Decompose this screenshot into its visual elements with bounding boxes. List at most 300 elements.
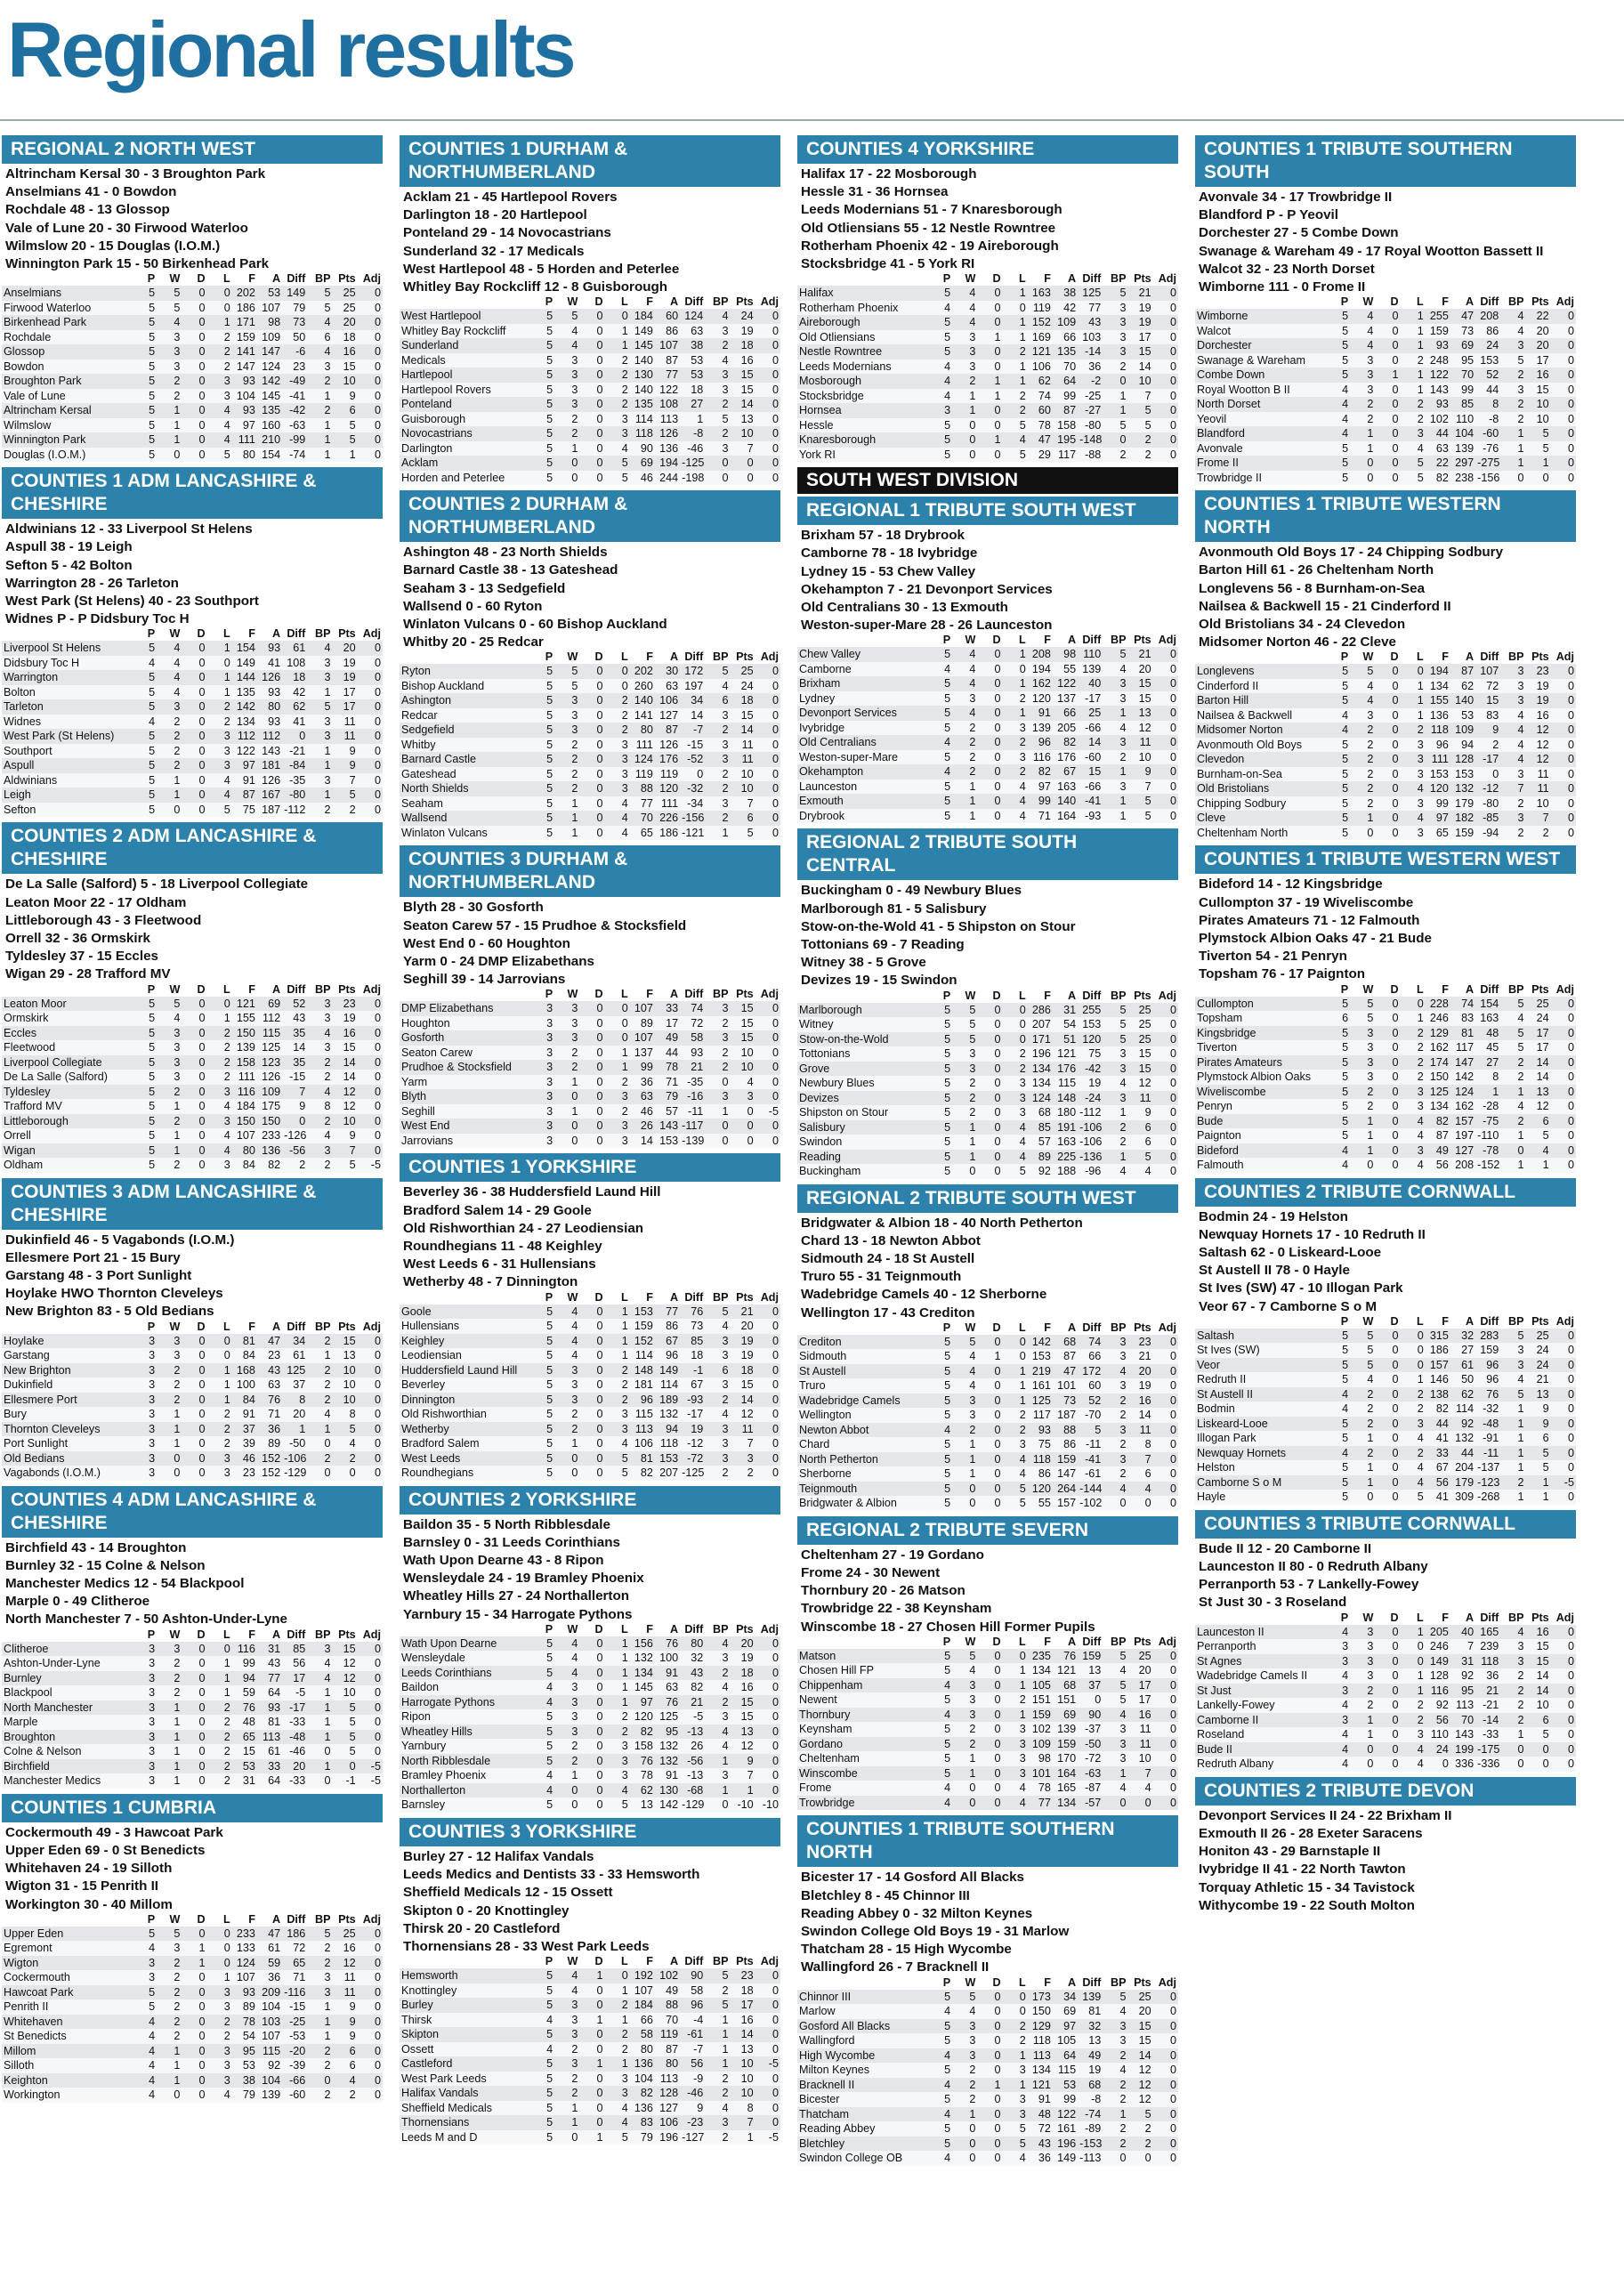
stat-cell: 5	[927, 1076, 952, 1091]
stat-cell: 152	[1028, 315, 1053, 330]
stat-cell: 4	[1003, 794, 1028, 809]
stat-cell: 3	[952, 359, 977, 375]
stat-cell: 89	[257, 1436, 282, 1451]
stat-cell: 1	[307, 1759, 332, 1774]
stat-cell: 1	[1103, 794, 1127, 809]
stat-cell: -76	[1475, 441, 1500, 456]
column-header	[2, 983, 132, 997]
stat-cell: 0	[1153, 1437, 1178, 1452]
stat-cell: 5	[927, 1032, 952, 1047]
stat-cell: 3	[554, 1725, 579, 1740]
stat-cell: 1	[952, 809, 977, 824]
stat-cell: 109	[257, 1085, 282, 1100]
team-name: Chosen Hill FP	[797, 1663, 927, 1678]
stat-cell: -1	[333, 1773, 358, 1789]
table-row	[1195, 1639, 1576, 1654]
stat-cell: 1	[605, 1666, 630, 1681]
stat-cell: 0	[1153, 2107, 1178, 2122]
stat-cell: 0	[1375, 397, 1400, 412]
stat-cell: 5	[333, 1422, 358, 1437]
stat-cell: 165	[1053, 1781, 1078, 1796]
stat-cell: 0	[977, 1150, 1002, 1165]
table-row	[2, 359, 383, 375]
table-header	[2, 1628, 383, 1642]
stat-cell: 5	[1103, 1649, 1127, 1664]
stat-cell: 3	[554, 1016, 579, 1031]
table-row	[797, 2092, 1178, 2107]
stat-cell: 0	[1153, 1062, 1178, 1077]
stat-cell: 3	[157, 1642, 182, 1657]
stat-cell: 176	[1053, 750, 1078, 765]
stat-cell: 5	[1325, 826, 1350, 841]
stat-cell: 3	[1103, 735, 1127, 750]
stat-cell: 5	[1325, 997, 1350, 1012]
stat-cell: 116	[1028, 750, 1053, 765]
table-row	[797, 1091, 1178, 1106]
table-row	[400, 2072, 780, 2087]
stat-cell: 5	[605, 2130, 630, 2145]
stat-cell: 3	[207, 2073, 232, 2088]
match-result: Longlevens 56 - 8 Burnham-on-Sea	[1199, 580, 1426, 596]
table-row	[1195, 471, 1576, 486]
table-header	[400, 1955, 780, 1968]
stat-cell: 16	[1526, 368, 1551, 383]
stat-cell: 5	[1325, 796, 1350, 812]
stat-cell: -66	[1078, 780, 1103, 795]
column-header: Pts	[338, 982, 356, 996]
team-name: Liverpool Collegiate	[2, 1055, 132, 1070]
stat-cell: 3	[605, 752, 630, 767]
column-header: D	[1390, 1611, 1399, 1624]
stat-cell: 4	[1325, 1143, 1350, 1159]
stat-cell: 5	[529, 781, 554, 796]
stat-cell: -49	[282, 374, 307, 389]
stat-cell: 0	[207, 1956, 232, 1971]
table-row	[400, 679, 780, 694]
stat-cell: 2	[605, 693, 630, 708]
table-row	[400, 1783, 780, 1798]
team-name: Thornensians	[400, 2115, 529, 2130]
stat-cell: 3	[1500, 1343, 1525, 1358]
stat-cell: 10	[333, 374, 358, 389]
stat-cell: 2	[207, 1055, 232, 1070]
stat-cell: 11	[731, 738, 755, 753]
stat-cell: 0	[579, 2086, 604, 2101]
stat-cell: 0	[182, 997, 206, 1012]
stat-cell: 3	[952, 2048, 977, 2064]
stat-cell: 10	[1526, 412, 1551, 427]
stat-cell: 159	[1475, 1343, 1500, 1358]
match-result: Burnley 32 - 15 Colne & Nelson	[5, 1557, 206, 1573]
team-name: Keighley	[400, 1334, 529, 1349]
stat-cell: 32	[1450, 1329, 1475, 1344]
stat-cell: 0	[1153, 1046, 1178, 1062]
stat-cell: 87	[655, 353, 680, 368]
column-header: Pts	[1134, 272, 1151, 286]
team-name: Chippenham	[797, 1678, 927, 1693]
stat-cell: 4	[705, 679, 730, 694]
stat-cell: 5	[1401, 456, 1426, 471]
stat-cell: 10	[731, 781, 755, 796]
column-header: L	[1019, 1635, 1026, 1648]
stat-cell: 5	[705, 1305, 730, 1320]
stat-cell: -72	[680, 1451, 705, 1466]
stat-cell: 1	[207, 1393, 232, 1408]
league-section	[400, 1486, 780, 1813]
table-row	[2, 744, 383, 759]
table-row	[797, 1796, 1178, 1811]
stat-cell: 5	[927, 750, 952, 765]
table-row	[2, 788, 383, 803]
stat-cell: 2	[157, 1158, 182, 1173]
match-result: Winlaton Vulcans 0 - 60 Bishop Auckland	[403, 617, 667, 633]
stat-cell: 14	[1526, 1055, 1551, 1070]
stat-cell: 2	[1103, 2092, 1127, 2107]
stat-cell: 3	[307, 997, 332, 1012]
table-row	[400, 1768, 780, 1783]
stat-cell: 64	[257, 1773, 282, 1789]
stat-cell: 0	[1526, 471, 1551, 486]
stat-cell: 0	[1375, 1026, 1400, 1041]
stat-cell: 125	[282, 1363, 307, 1378]
team-name: Wath Upon Dearne	[400, 1636, 529, 1652]
stat-cell: 0	[755, 1636, 780, 1652]
match-result: Veor 67 - 7 Camborne S o M	[1199, 1298, 1378, 1314]
column-header: BP	[1111, 989, 1127, 1002]
stat-cell: 0	[977, 1105, 1002, 1120]
stat-cell: 5	[132, 670, 157, 685]
stat-cell: -66	[282, 2073, 307, 2088]
table-row	[400, 1119, 780, 1134]
stat-cell: 66	[630, 2013, 655, 2028]
stat-cell: 5	[132, 803, 157, 818]
stat-cell: 0	[1153, 1032, 1178, 1047]
stat-cell: 0	[182, 758, 206, 773]
stat-cell: 2	[952, 1737, 977, 1752]
stat-cell: 2	[1401, 1040, 1426, 1055]
column-header: D	[594, 1622, 603, 1636]
results-list	[400, 190, 780, 295]
team-name: Vale of Lune	[2, 389, 132, 404]
stat-cell: 5	[927, 1408, 952, 1423]
team-name: Walcot	[1195, 324, 1325, 339]
column-header: L	[621, 295, 628, 309]
stat-cell: 1	[1526, 1490, 1551, 1505]
table-row	[797, 809, 1178, 824]
team-name: Penrith II	[2, 1999, 132, 2015]
stat-cell: 0	[1551, 1654, 1576, 1669]
stat-cell: 81	[1078, 2004, 1103, 2019]
stat-cell: 0	[1153, 1466, 1178, 1482]
stat-cell: 0	[1153, 1423, 1178, 1438]
stat-cell: 3	[705, 1348, 730, 1363]
stat-cell: 2	[1103, 359, 1127, 375]
stat-cell: 1	[1103, 1150, 1127, 1165]
team-name: Cockermouth	[2, 1970, 132, 1985]
stat-cell: 0	[182, 1011, 206, 1026]
stat-cell: 0	[977, 1708, 1002, 1723]
stat-cell: 0	[1375, 426, 1400, 441]
table-row	[2, 1334, 383, 1349]
column-header: A	[1466, 982, 1475, 996]
column-header: P	[545, 650, 553, 664]
stat-cell: 0	[358, 344, 383, 359]
table-row	[797, 1408, 1178, 1423]
stat-cell: 3	[554, 2027, 579, 2042]
stat-cell: 109	[1450, 723, 1475, 738]
stat-cell: 3	[1103, 691, 1127, 707]
stat-cell: 5	[1325, 1128, 1350, 1143]
stat-cell: 139	[1053, 1722, 1078, 1737]
stat-cell: 149	[1053, 2151, 1078, 2166]
table-row	[2, 1085, 383, 1100]
column-header: F	[1044, 272, 1051, 286]
stat-cell: 0	[977, 1076, 1002, 1091]
match-result: Witney 38 - 5 Grove	[801, 955, 926, 971]
column-header: D	[1390, 295, 1399, 309]
stat-cell: 157	[1053, 1496, 1078, 1511]
stat-cell: 0	[977, 1796, 1002, 1811]
stat-cell: 92	[257, 2058, 282, 2073]
stat-cell: 93	[257, 715, 282, 730]
stat-cell: 5	[927, 418, 952, 433]
stat-cell: 0	[755, 723, 780, 738]
table-row	[797, 1708, 1178, 1723]
stat-cell: 136	[655, 441, 680, 456]
stat-cell: 0	[358, 2088, 383, 2103]
stat-cell: -41	[282, 389, 307, 404]
stat-cell: 9	[333, 2015, 358, 2030]
stat-cell: 53	[232, 1759, 257, 1774]
stat-cell: 3	[1003, 2107, 1028, 2122]
stat-cell: 143	[655, 1119, 680, 1134]
table-row	[400, 338, 780, 353]
table-header	[400, 295, 780, 309]
stat-cell: 4	[927, 1678, 952, 1693]
stat-cell: 79	[655, 1089, 680, 1104]
team-name: Tottonians	[797, 1046, 927, 1062]
table-row	[797, 1076, 1178, 1091]
stat-cell: 1	[182, 1956, 206, 1971]
stat-cell: 1	[307, 1422, 332, 1437]
team-name: Leaton Moor	[2, 997, 132, 1012]
column-header: L	[1019, 634, 1026, 647]
league-table	[1195, 1612, 1576, 1772]
table-row	[1195, 1475, 1576, 1490]
stat-cell: 58	[630, 2027, 655, 2042]
stat-cell: 2	[307, 374, 332, 389]
stat-cell: 5	[1325, 1460, 1350, 1475]
stat-cell: 5	[132, 699, 157, 715]
stat-cell: 4	[1500, 738, 1525, 753]
stat-cell: 0	[157, 803, 182, 818]
stat-cell: 3	[132, 1451, 157, 1466]
table-row	[1195, 1684, 1576, 1699]
stat-cell: 0	[1551, 1055, 1576, 1070]
results-list	[400, 1517, 780, 1622]
team-name: Ashton-Under-Lyne	[2, 1656, 132, 1671]
stat-cell: 23	[731, 1968, 755, 1983]
column-header: Diff	[1480, 1611, 1499, 1624]
stat-cell: 11	[731, 1422, 755, 1437]
stat-cell: 187	[257, 803, 282, 818]
stat-cell: 95	[655, 1725, 680, 1740]
stat-cell: 1	[952, 1466, 977, 1482]
stat-cell: 4	[1401, 811, 1426, 826]
table-row	[797, 1452, 1178, 1467]
stat-cell: 5	[307, 301, 332, 316]
stat-cell: 5	[927, 1990, 952, 2005]
stat-cell: 3	[529, 1001, 554, 1016]
column-header: F	[248, 1912, 255, 1926]
team-name: De La Salle (Salford)	[2, 1070, 132, 1085]
table-row	[797, 1150, 1178, 1165]
stat-cell: 3	[1103, 1091, 1127, 1106]
stat-cell: 1	[1526, 1158, 1551, 1173]
column-header	[1195, 295, 1325, 309]
table-row	[797, 2107, 1178, 2122]
stat-cell: 0	[755, 1666, 780, 1681]
stat-cell: 18	[731, 1363, 755, 1378]
stat-cell: 0	[952, 1482, 977, 1497]
stat-cell: 0	[1375, 471, 1400, 486]
stat-cell: 1	[1500, 1446, 1525, 1461]
table-header	[797, 1976, 1178, 1990]
stat-cell: 2	[207, 1040, 232, 1055]
stat-cell: 0	[579, 1466, 604, 1481]
stat-cell: 3	[1500, 1639, 1525, 1654]
stat-cell: -8	[680, 426, 705, 441]
column-header: P	[147, 272, 156, 286]
stat-cell: 0	[358, 1393, 383, 1408]
stat-cell: 3	[952, 330, 977, 345]
stat-cell: 1	[333, 448, 358, 463]
stat-cell: 4	[605, 811, 630, 826]
column-header: Pts	[1134, 1975, 1151, 1989]
stat-cell: 0	[182, 432, 206, 448]
team-name: Sefton	[2, 803, 132, 818]
team-name: Cullompton	[1195, 997, 1325, 1012]
stat-cell: 110	[1078, 647, 1103, 662]
table-row	[400, 738, 780, 753]
stat-cell: 91	[655, 1768, 680, 1783]
stat-cell: 1	[605, 1983, 630, 1999]
stat-cell: 0	[579, 353, 604, 368]
stat-cell: -268	[1477, 1490, 1500, 1504]
stat-cell: 0	[358, 1026, 383, 1041]
stat-cell: 2	[1350, 412, 1375, 427]
table-row	[1195, 412, 1576, 427]
stat-cell: 0	[182, 744, 206, 759]
stat-cell: 0	[1375, 1128, 1400, 1143]
team-name: Gosforth	[400, 1030, 529, 1046]
stat-cell: 17	[1128, 1692, 1153, 1708]
stat-cell: 171	[1028, 1032, 1053, 1047]
team-name: Sherborne	[797, 1466, 927, 1482]
column-header: F	[646, 1955, 653, 1968]
stat-cell: 0	[358, 1055, 383, 1070]
team-name: Marlow	[797, 2004, 927, 2019]
team-name: Trafford MV	[2, 1099, 132, 1114]
match-result: Perranporth 53 - 7 Lankelly-Fowey	[1199, 1577, 1419, 1593]
stat-cell: 0	[755, 1968, 780, 1983]
stat-cell: 101	[1053, 1378, 1078, 1393]
stat-cell: 0	[1401, 664, 1426, 679]
results-list	[2, 876, 383, 981]
stat-cell: 20	[1128, 1663, 1153, 1678]
column-header	[2, 272, 132, 286]
stat-cell: 134	[1426, 679, 1450, 694]
stat-cell: 0	[1551, 1490, 1576, 1505]
stat-cell: 0	[579, 1636, 604, 1652]
stat-cell: -136	[1079, 1150, 1103, 1163]
stat-cell: 2	[157, 1956, 182, 1971]
table-row	[400, 2086, 780, 2101]
stat-cell: 0	[755, 2115, 780, 2130]
stat-cell: 118	[1426, 723, 1450, 738]
stat-cell: 173	[1028, 1990, 1053, 2005]
stat-cell: -125	[682, 1466, 705, 1480]
column-header	[400, 1623, 529, 1636]
stat-cell: 255	[1078, 1003, 1103, 1018]
column-header: A	[670, 1622, 679, 1636]
stat-cell: 2	[952, 1423, 977, 1438]
match-result: Truro 55 - 31 Teignmouth	[801, 1269, 962, 1285]
stat-cell: 15	[731, 1695, 755, 1710]
column-header: L	[223, 1320, 230, 1333]
column-header: Adj	[1555, 1314, 1574, 1328]
stat-cell: 0	[977, 1737, 1002, 1752]
stat-cell: 79	[282, 301, 307, 316]
column-header: BP	[1111, 1635, 1127, 1648]
column-header: W	[169, 272, 181, 286]
table-row	[797, 780, 1178, 795]
stat-cell: 5	[529, 2086, 554, 2101]
stat-cell: 2	[1401, 412, 1426, 427]
column-header: Pts	[1531, 295, 1549, 309]
stat-cell: 16	[333, 1941, 358, 1956]
team-name: Penryn	[1195, 1099, 1325, 1114]
league-table	[2, 983, 383, 1173]
column-header: Diff	[1480, 650, 1499, 664]
stat-cell: -80	[282, 788, 307, 803]
stat-cell: 58	[680, 1983, 705, 1999]
stat-cell: 2	[605, 1104, 630, 1119]
stat-cell: 0	[1153, 359, 1178, 375]
stat-cell: 2	[1500, 826, 1525, 841]
stat-cell: 37	[282, 1377, 307, 1393]
stat-cell: 24	[1526, 1358, 1551, 1373]
stat-cell: 1	[1103, 1105, 1127, 1120]
stat-cell: 3	[1401, 738, 1426, 753]
match-result: Blyth 28 - 30 Gosforth	[403, 900, 544, 916]
stat-cell: 171	[232, 315, 257, 330]
team-name: Seghill	[400, 1104, 529, 1119]
column-header: F	[1044, 634, 1051, 647]
league-heading: COUNTIES 1 ADM LANCASHIRE & CHESHIRE	[2, 467, 383, 519]
stat-cell: 4	[1500, 309, 1525, 324]
stat-cell: 86	[655, 324, 680, 339]
stat-cell: 6	[1526, 1114, 1551, 1129]
stat-cell: 5	[529, 2101, 554, 2116]
stat-cell: 75	[1078, 1046, 1103, 1062]
column-header: W	[1362, 1611, 1374, 1624]
team-name: Upper Eden	[2, 1927, 132, 1942]
stat-cell: 0	[307, 1773, 332, 1789]
stat-cell: 3	[705, 708, 730, 723]
stat-cell: 61	[282, 641, 307, 656]
stat-cell: 0	[952, 448, 977, 463]
